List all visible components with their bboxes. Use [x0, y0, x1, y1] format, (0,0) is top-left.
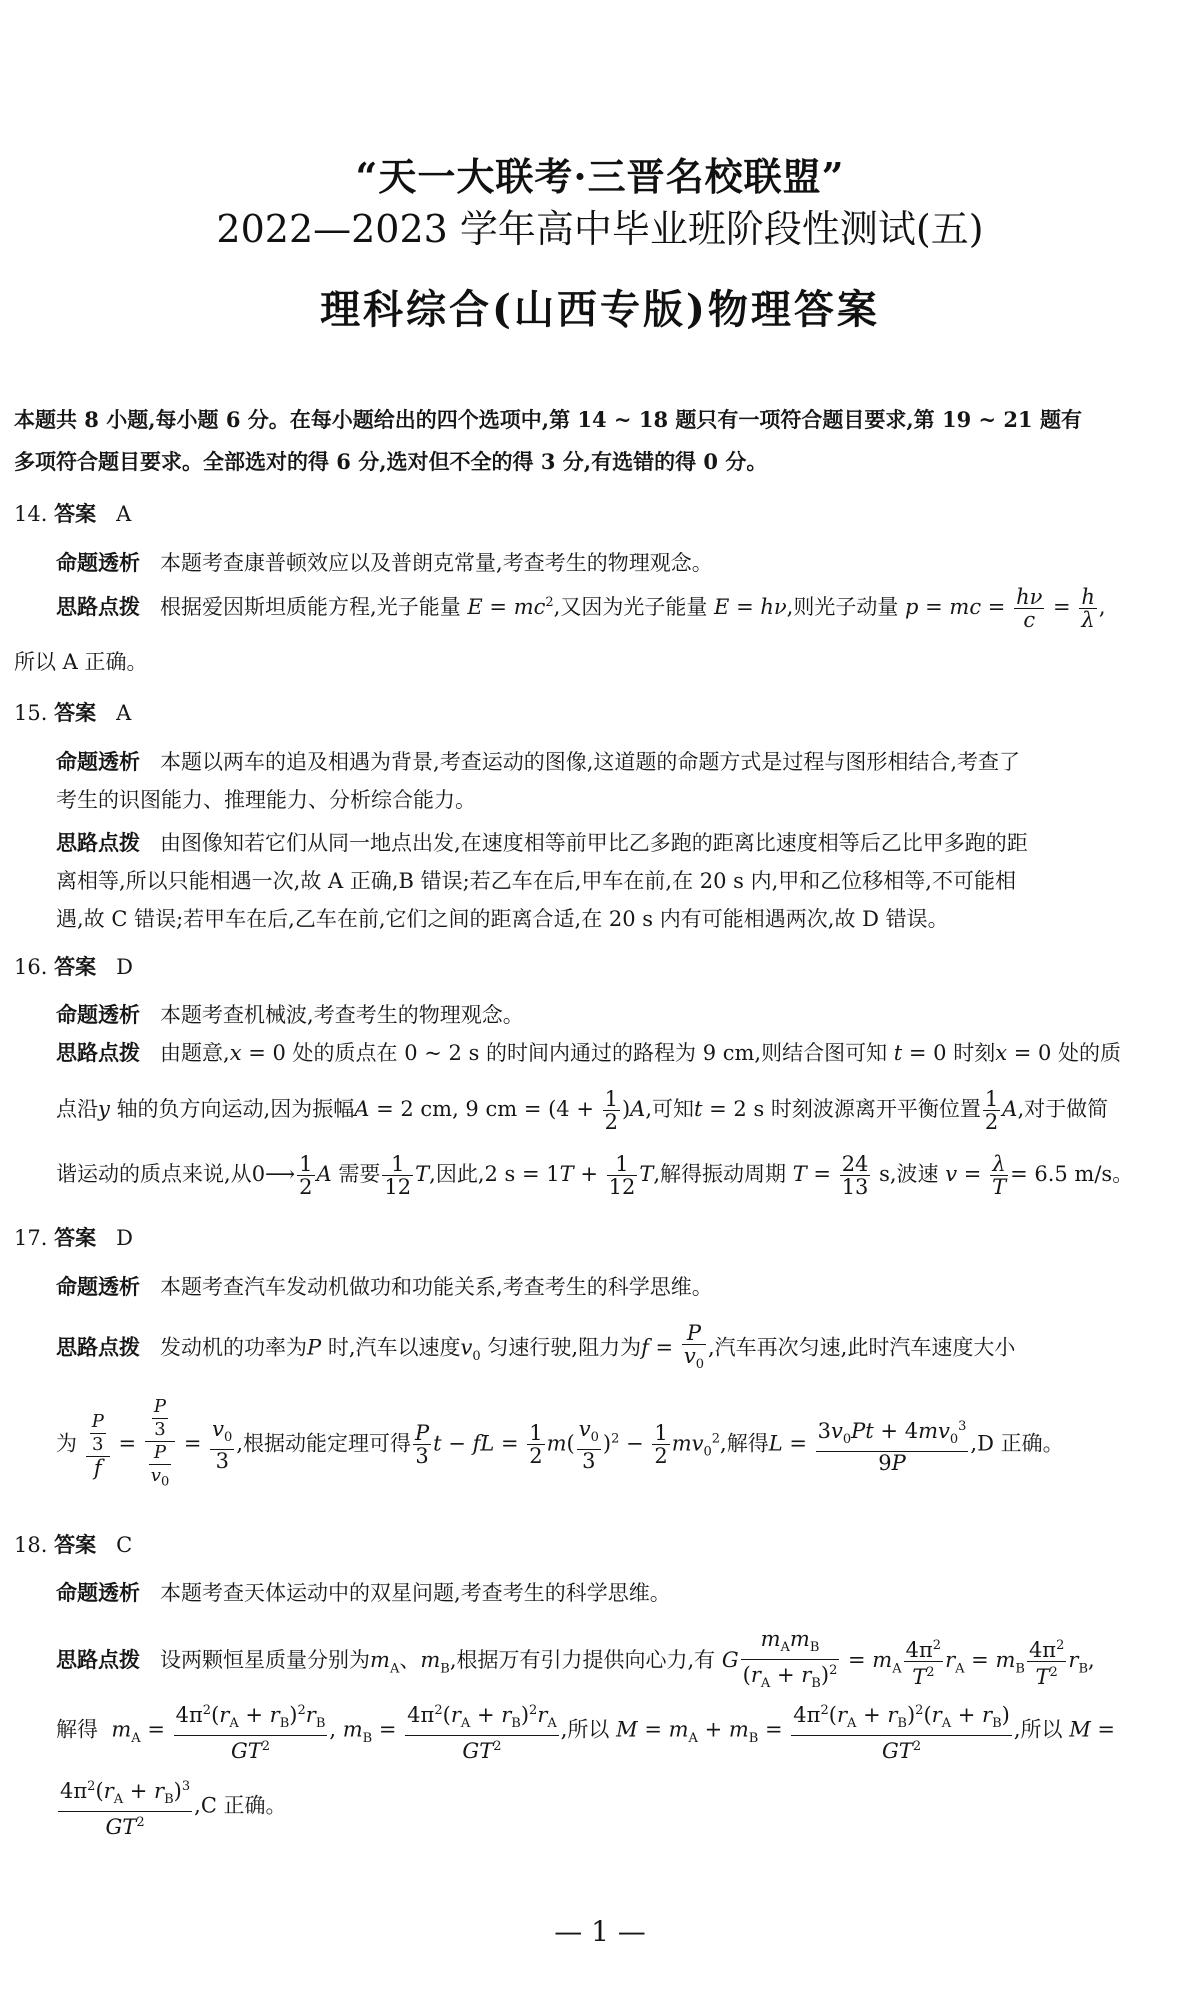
q14-conclusion: 所以 A 正确。	[14, 650, 148, 674]
intro-line-2: 多项符合题目要求。全部选对的得 6 分,选对但不全的得 3 分,有选错的得 0 分。	[14, 449, 768, 474]
q16-hint: 思路点拨 由题意,x = 0 处的质点在 0 ~ 2 s 的时间内通过的路程为 9 cm,则结合图可知 t = 0 时刻x = 0 处的质	[56, 1041, 1122, 1065]
q14-insight: 命题透析 本题考查康普顿效应以及普朗克常量,考查考生的物理观念。	[56, 551, 713, 575]
q16-answer: 16. 答案 D	[14, 955, 133, 979]
subject-answer-title: 理科综合(山西专版)物理答案	[320, 286, 880, 333]
q17-hint-line-2: 为 $\frac{\frac{P}{3}}{f}$ = $\frac{\frac{P}{3}}{\frac{P}{v_0}}$ = $\frac{v_0}{3}$ ,根据动能定理可得 $\frac{P}{3}$ t − fL = $\frac{1}{2}$ m( $\frac{v_0}{3}$ )$^2$ − $\frac{1}{2}$ $mv_0^2$,解得L = $\frac{3v_0Pt + 4mv_0^3}{9P}$ ,D 正确。	[56, 1396, 1064, 1490]
intro-line-1: 本题共 8 小题,每小题 6 分。在每小题给出的四个选项中,第 14 ~ 18 题只有一项符合题目要求,第 19 ~ 21 题有	[14, 407, 1082, 432]
q15-answer: 15. 答案 A	[14, 701, 132, 725]
exam-session-title: 2022—2023 学年高中毕业班阶段性测试(五)	[216, 207, 984, 251]
q18-hint: 思路点拨 设两颗恒星质量分别为$m_A$、$m_B$,根据万有引力提供向心力,有 G $m_Am_B$ $(r_A + r_B)^2$ = $m_A$ $\frac{4\pi^2}{T^2}$ $r_A = m_B$ $\frac{4\pi^2}{T^2}$ $r_B$,	[56, 1627, 1095, 1692]
q15-hint-line-3: 遇,故 C 错误;若甲车在后,乙车在前,它们之间的距离合适,在 20 s 内有可能相遇两次,故 D 错误。	[56, 907, 949, 931]
q14-answer: 14. 答案 A	[14, 502, 132, 526]
q18-hint-line-2: 解得 $m_A$ = $\frac{4\pi^2(r_A + r_B)^2r_B}{GT^2}$ , $m_B$ = $\frac{4\pi^2(r_A + r_B)^2r_A}{GT^2}$ ,所以 $M = m_A + m_B$ = $\frac{4\pi^2(r_A + r_B)^2(r_A + r_B)}{GT^2}$ ,所以 M =	[56, 1700, 1115, 1762]
q15-insight-cont: 考生的识图能力、推理能力、分析综合能力。	[56, 788, 476, 812]
q18-hint-line-3: $\frac{4\pi^2(r_A + r_B)^3}{GT^2}$ ,C 正确。	[56, 1776, 287, 1838]
q17-answer: 17. 答案 D	[14, 1226, 133, 1250]
q16-hint-line-2: 点沿y 轴的负方向运动,因为振幅A = 2 cm, 9 cm = (4 + $\frac{1}{2}$ )A,可知t = 2 s 时刻波源离开平衡位置 $\frac{1}{2}$ A,对于做简	[56, 1087, 1109, 1134]
q15-hint-line-2: 离相等,所以只能相遇一次,故 A 正确,B 错误;若乙车在后,甲车在前,在 20 s 内,甲和乙位移相等,不可能相	[56, 869, 1016, 893]
q17-insight: 命题透析 本题考查汽车发动机做功和功能关系,考查考生的科学思维。	[56, 1275, 713, 1299]
page-number: — 1 —	[554, 1915, 646, 1948]
q14-hint: 思路点拨 根据爱因斯坦质能方程,光子能量 $E = mc^2$,又因为光子能量 E = hν,则光子动量 p = mc = $\frac{h\nu}{c}$ = $\frac{h}{\lambda}$ ,	[56, 585, 1106, 632]
q18-insight: 命题透析 本题考查天体运动中的双星问题,考查考生的科学思维。	[56, 1581, 671, 1605]
q15-hint: 思路点拨 由图像知若它们从同一地点出发,在速度相等前甲比乙多跑的距离比速度相等后乙比甲多跑的距	[56, 831, 1028, 855]
q17-hint: 思路点拨 发动机的功率为P 时,汽车以速度$v_0$ 匀速行驶,阻力为f = $\frac{P}{v_0}$ ,汽车再次匀速,此时汽车速度大小	[56, 1321, 1016, 1373]
q18-answer: 18. 答案 C	[14, 1533, 133, 1557]
q15-insight: 命题透析 本题以两车的追及相遇为背景,考查运动的图像,这道题的命题方式是过程与图形相结合,考查了	[56, 750, 1021, 774]
q16-insight: 命题透析 本题考查机械波,考查考生的物理观念。	[56, 1003, 524, 1027]
exam-alliance-title: “天一大联考·三晋名校联盟”	[355, 154, 845, 199]
q16-hint-line-3: 谐运动的质点来说,从0⟶ $\frac{1}{2}$ A 需要 $\frac{1}{12}$ T,因此,2 s = 1T + $\frac{1}{12}$ T,解得振动周期 T = $\frac{24}{13}$ s,波速 v = $\frac{\lambda}{T}$ = 6.5 m/s。	[56, 1152, 1134, 1199]
